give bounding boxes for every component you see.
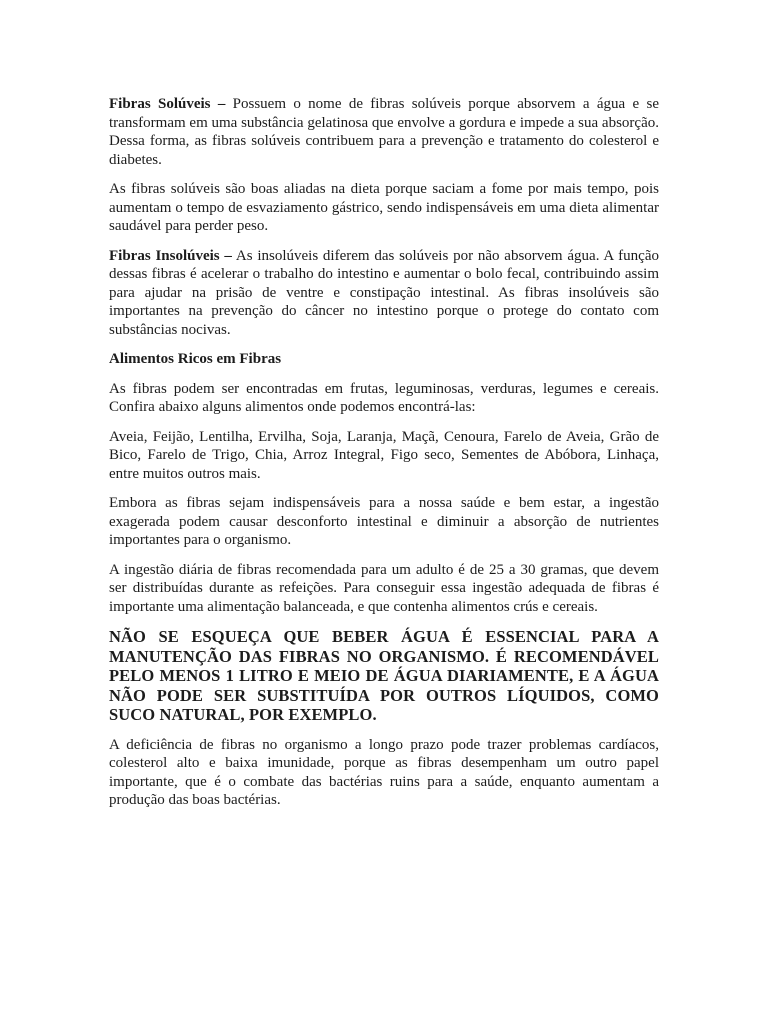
callout-agua: NÃO SE ESQUEÇA QUE BEBER ÁGUA É ESSENCIAL PARA A MANUTENÇÃO DAS FIBRAS NO ORGANISMO. É RECOMENDÁVEL PELO MENOS 1 LITRO E MEIO DE ÁGUA DIARIAMENTE, E A ÁGUA NÃO PODE SER SUBSTITUÍDA POR OUTROS LÍQUIDOS, COMO SUCO NATURAL, POR EXEMPLO.: [109, 627, 659, 724]
paragraph-fontes-fibras: As fibras podem ser encontradas em frutas, leguminosas, verduras, legumes e cereais. Confira abaixo alguns alimentos onde podemos encontrá-las:: [109, 380, 659, 415]
text-fibras-soluveis: Possuem o nome de fibras solúveis porque absorvem a água e se transformam em uma substância gelatinosa que envolve a gordura e impede a sua absorção. Dessa forma, as fibras solúveis contribuem para a prevenção e tratamento do colesterol e diabetes.: [109, 96, 659, 168]
paragraph-dieta: As fibras solúveis são boas aliadas na dieta porque saciam a fome por mais tempo, pois aumentam o tempo de esvaziamento gástrico, sendo indispensáveis em uma dieta alimentar saudável para perder peso.: [109, 181, 659, 234]
section-heading-alimentos: Alimentos Ricos em Fibras: [109, 351, 282, 367]
paragraph-fibras-insoluveis: [109, 247, 659, 340]
paragraph-deficiencia: A deficiência de fibras no organismo a longo prazo pode trazer problemas cardíacos, colesterol alto e baixa imunidade, porque as fibras desempenham um outro papel importante, que é o combate das bactérias ruins para a saúde, enquanto aumentam a produção das boas bactérias.: [109, 736, 659, 808]
paragraph-ingestao-diaria: A ingestão diária de fibras recomendada para um adulto é de 25 a 30 gramas, que devem ser distribuídas durante as refeições. Para conseguir essa ingestão adequada de fibras é importante uma alimentação balanceada, e que contenha alimentos crús e cereais.: [109, 561, 659, 615]
term-fibras-insoluveis: Fibras Insolúveis –: [109, 247, 232, 264]
paragraph-fibras-soluveis: [109, 95, 659, 169]
paragraph-ingestao-exagerada: Embora as fibras sejam indispensáveis para a nossa saúde e bem estar, a ingestão exagerada podem causar desconforto intestinal e diminuir a absorção de nutrientes importantes para o organismo.: [109, 495, 659, 548]
paragraph-lista-alimentos: Aveia, Feijão, Lentilha, Ervilha, Soja, Laranja, Maçã, Cenoura, Farelo de Aveia, Grão de Bico, Farelo de Trigo, Chia, Arroz Integral, Figo seco, Sementes de Abóbora, Linhaça, entre muitos outros mais.: [109, 428, 659, 482]
term-fibras-soluveis: Fibras Solúveis –: [109, 96, 226, 112]
document-page: [109, 95, 659, 821]
text-fibras-insoluveis: As insolúveis diferem das solúveis por não absorvem água. A função dessas fibras é acelerar o trabalho do intestino e aumentar o bolo fecal, contribuindo assim para ajudar na prisão de ventre e constipação intestinal. As fibras insolúveis são importantes na prevenção do câncer no intestino porque o protege do contato com substâncias nocivas.: [109, 247, 659, 338]
